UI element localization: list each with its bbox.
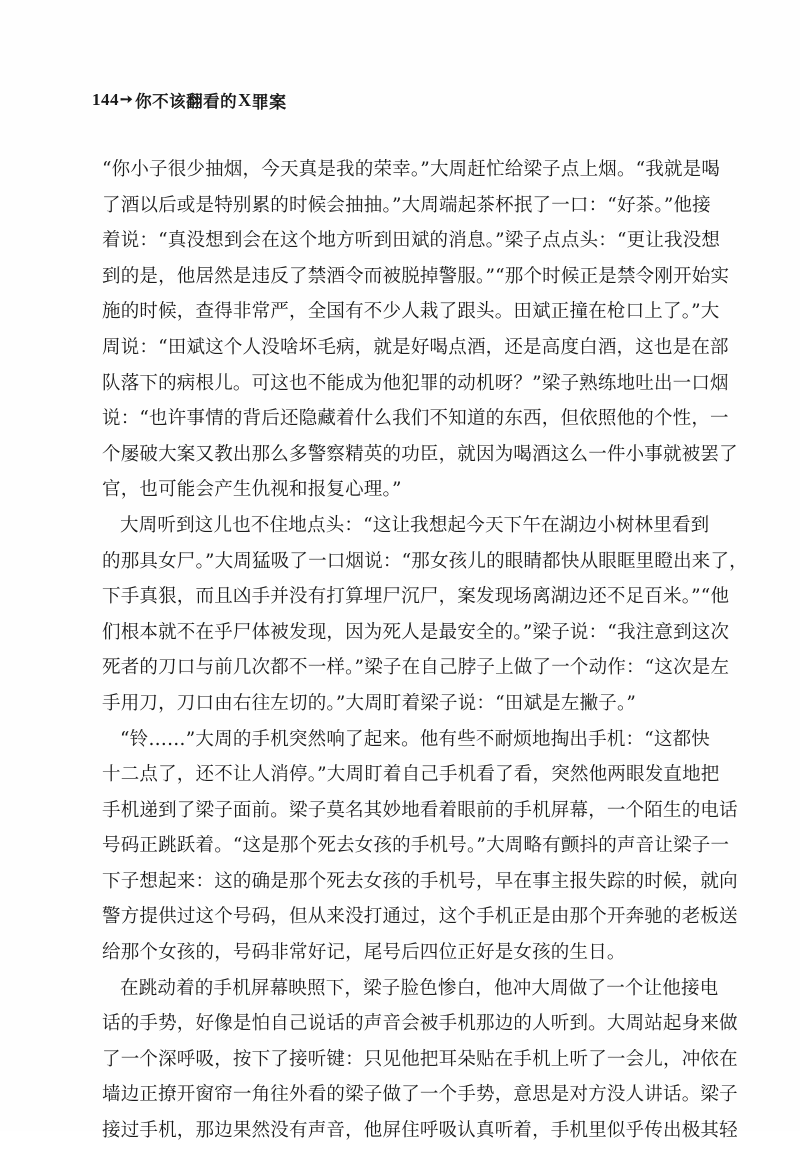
text-line: 们根本就不在乎尸体被发现，因为死人是最安全的。”梁子说：“我注意到这次	[102, 621, 730, 643]
text-line: 死者的刀口与前几次都不一样。”梁子在自己脖子上做了一个动作：“这次是左	[102, 657, 730, 679]
text-line: 施的时候，查得非常严，全国有不少人栽了跟头。田斌正撞在枪口上了。”大	[102, 301, 720, 323]
text-line: 了酒以后或是特别累的时候会抽抽。”大周端起茶杯抿了一口：“好茶。”他接	[102, 194, 711, 216]
body-text	[102, 152, 748, 1149]
text-line: 到的是，他居然是违反了禁酒令而被脱掉警服。”“那个时候正是禁令刚开始实	[102, 265, 730, 287]
text-line: 十二点了，还不让人消停。”大周盯着自己手机看了看，突然他两眼发直地把	[102, 764, 720, 786]
book-title-x: X	[238, 89, 252, 110]
text-line: “你小子很少抽烟，今天真是我的荣幸。”大周赶忙给梁子点上烟。“我就是喝	[102, 159, 721, 180]
text-line: 周说：“田斌这个人没啥坏毛病，就是好喝点酒，还是高度白酒，这也是在部	[102, 336, 729, 358]
text-line: 下子想起来：这的确是那个死去女孩的手机号，早在事主报失踪的时候，就向	[102, 870, 738, 892]
arrow-right-icon: ➙	[120, 90, 134, 108]
running-header	[92, 86, 287, 114]
text-line: 说：“也许事情的背后还隐藏着什么我们不知道的东西，但依照他的个性，一	[102, 408, 729, 430]
book-title-prefix: 你不该翻看的	[135, 92, 238, 111]
text-line: 个屡破大案又教出那么多警察精英的功臣，就因为喝酒这么一件小事就被罢了	[102, 443, 738, 465]
text-line: 下手真狠，而且凶手并没有打算埋尸沉尸，案发现场离湖边还不足百米。”“他	[102, 586, 730, 608]
text-line: 警方提供过这个号码，但从来没打通过，这个手机正是由那个开奔驰的老板送	[102, 906, 738, 928]
text-line: 号码正跳跃着。“这是那个死去女孩的手机号。”大周略有颤抖的声音让梁子一	[102, 835, 730, 857]
text-line: 接过手机，那边果然没有声音，他屏住呼吸认真听着，手机里似乎传出极其轻	[102, 1120, 738, 1142]
text-line: 话的手势，好像是怕自己说话的声音会被手机那边的人听到。大周站起身来做	[102, 1013, 738, 1035]
text-line: 在跳动着的手机屏幕映照下，梁子脸色惨白，他冲大周做了一个让他接电	[120, 977, 719, 999]
text-line: 给那个女孩的，号码非常好记，尾号后四位正好是女孩的生日。	[102, 942, 626, 964]
text-line: 官，也可能会产生仇视和报复心理。”	[102, 479, 402, 501]
text-line: 手机递到了梁子面前。梁子莫名其妙地看着眼前的手机屏幕，一个陌生的电话	[102, 799, 738, 821]
text-line: 着说：“真没想到会在这个地方听到田斌的消息。”梁子点点头：“更让我没想	[102, 230, 721, 252]
text-line: 队落下的病根儿。可这也不能成为他犯罪的动机呀？”梁子熟练地吐出一口烟	[102, 372, 729, 394]
text-line: 手用刀，刀口由右往左切的。”大周盯着梁子说：“田斌是左撇子。”	[102, 692, 637, 714]
text-line: 的那具女尸。”大周猛吸了一口烟说：“那女孩儿的眼睛都快从眼眶里瞪出来了，	[102, 550, 748, 572]
text-line: “铃……”大周的手机突然响了起来。他有些不耐烦地掏出手机：“这都快	[120, 728, 710, 750]
text-line: 墙边正撩开窗帘一角往外看的梁子做了一个手势，意思是对方没人讲话。梁子	[102, 1084, 738, 1106]
text-line: 大周听到这儿也不住地点头：“这让我想起今天下午在湖边小树林里看到	[120, 514, 710, 536]
book-title-suffix: 罪案	[251, 92, 287, 113]
page-number: 144	[92, 90, 119, 109]
text-line: 了一个深呼吸，按下了接听键：只见他把耳朵贴在手机上听了一会儿，冲依在	[102, 1048, 738, 1070]
